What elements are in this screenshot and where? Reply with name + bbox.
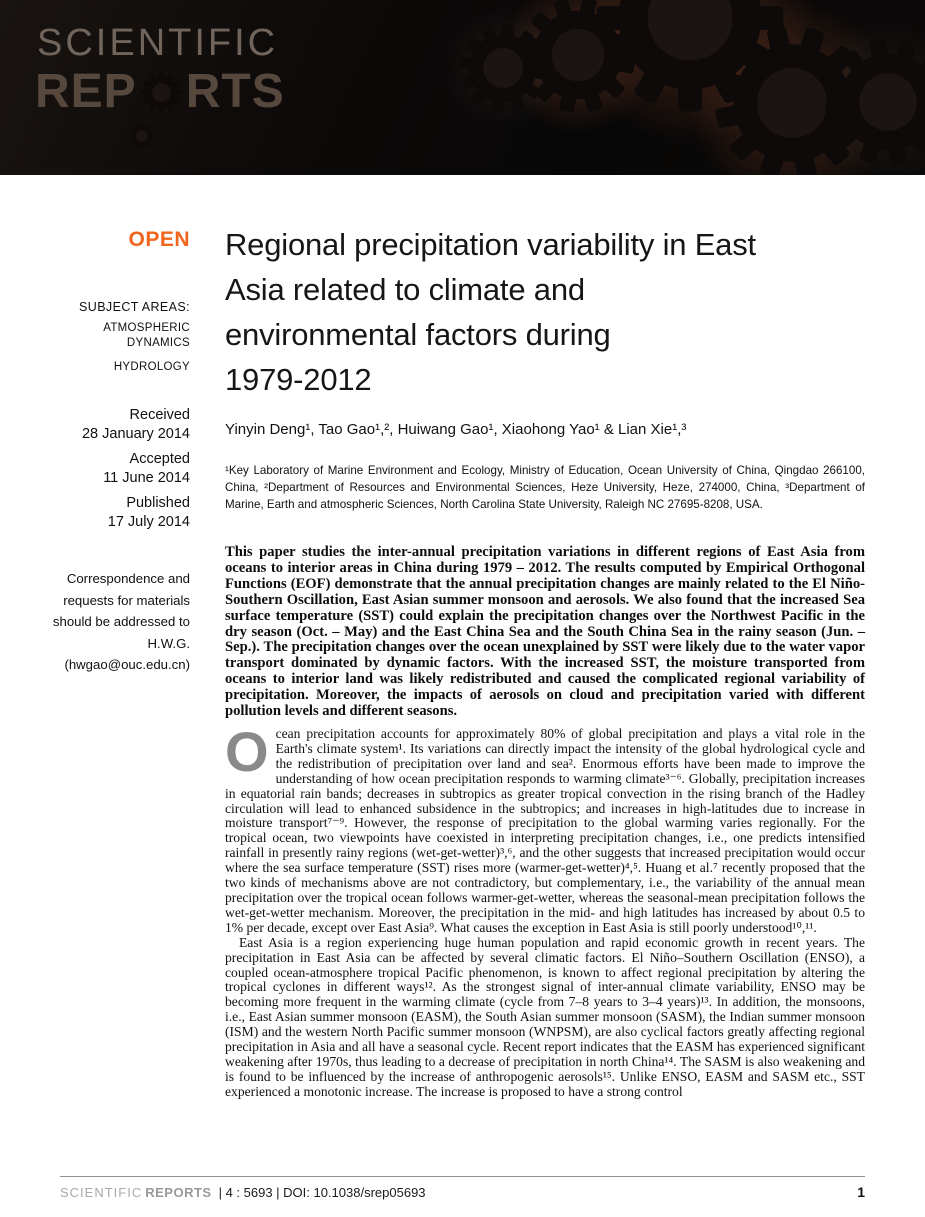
accepted-date: 11 June 2014 — [103, 470, 190, 486]
title-line: 1979-2012 — [225, 362, 372, 397]
page-footer — [60, 1184, 865, 1200]
published-label: Published — [126, 495, 190, 511]
title-line: environmental factors during — [225, 317, 611, 352]
accepted-date-block — [48, 450, 190, 488]
author-list: Yinyin Deng¹, Tao Gao¹,², Huiwang Gao¹, Xiaohong Yao¹ & Lian Xie¹,³ — [225, 421, 687, 438]
logo-reports-post: RTS — [185, 65, 285, 118]
title-line: Regional precipitation variability in East — [225, 227, 756, 262]
received-date-block — [48, 406, 190, 444]
footer-doi: | 4 : 5693 | DOI: 10.1038/srep05693 — [218, 1185, 426, 1200]
page-number: 1 — [857, 1184, 865, 1200]
correspondence-note: Correspondence and requests for materials should be addressed to H.W.G. (hwgao@ouc.edu.cn) — [52, 571, 190, 672]
published-date: 17 July 2014 — [107, 514, 190, 530]
footer-divider — [60, 1176, 865, 1177]
article-info-sidebar — [48, 0, 190, 1217]
received-label: Received — [129, 407, 190, 423]
footer-journal-scientific: SCIENTIFIC — [60, 1185, 143, 1200]
subject-area-hydrology[interactable]: HYDROLOGY — [113, 361, 190, 373]
title-line: Asia related to climate and — [225, 272, 585, 307]
body-paragraph-1 — [225, 720, 865, 936]
body-paragraph-1-text: cean precipitation accounts for approximately 80% of global precipitation and plays a vital role in the Earth's climate system¹. Its variations can directly impact the intensity of the global hydrological cycle and the redistribution of precipitation over land and sea². Enormous efforts have been made to improve the understanding of how ocean precipitation responds to warming climate³⁻⁶. Globally, precipitation increases in equatorial rain bands; decreases in subtropics as greater tropical convection in the rising branch of the Hadley circulation will lead to enhanced subsidence in the subtropics; and increases in high-latitudes due to increase in moisture transport⁷⁻⁹. However, the response of precipitation to the global warming varies regionally. For the tropical ocean, two viewpoints have coexisted in interpreting precipitation changes, i.e., one predicts intensified rainfall in presently rainy regions (wet-get-wetter)³,⁶, and the other suggests that increased precipitation would occur where the sea surface temperature (SST) rises more (warmer-get-wetter)⁴,⁵. Huang et al.⁷ recently proposed that the two kinds of mechanisms above are not contradictory, but complementary, i.e., the variability of the annual mean precipitation over the tropical ocean follows warmer-get-wetter, whereas the seasonal-mean precipitation follows the wet-get-wetter mechanism. Moreover, the precipitation in the mid- and high latitudes has increased by about 0.5 to 1% per decade, except over East Asia⁹. What causes the exception in East Asia is still poorly understood¹⁰,¹¹. — [225, 726, 865, 935]
footer-journal-reports: REPORTS — [145, 1185, 212, 1200]
received-date: 28 January 2014 — [81, 426, 190, 442]
subject-area-atmospheric-dynamics[interactable]: ATMOSPHERIC DYNAMICS — [103, 322, 190, 349]
published-date-block — [48, 494, 190, 532]
subject-areas-label: SUBJECT AREAS: — [79, 300, 190, 314]
article-title — [225, 222, 865, 402]
accepted-label: Accepted — [129, 451, 190, 467]
body-paragraph-2: East Asia is a region experiencing huge human population and rapid economic growth in recent years. The precipitation in East Asia can be affected by several climatic factors. El Niño–Southern Oscillation (ENSO), a coupled ocean-atmosphere tropical Pacific phenomenon, is known to affect regional precipitation by altering the tropical cyclones in different ways¹². As the strongest signal of inter-annual climate variability, ENSO may be becoming more frequent in the warming climate (cycle from 7–8 years to 3–4 years)¹³. In addition, the monsoons, i.e., East Asian summer monsoon (EASM), the South Asian summer monsoon (SASM), the Indian summer monsoon (ISM) and the western North Pacific summer monsoon (WNPSM), are also cyclical factors greatly affecting regional precipitation in Asia and all have a seasonal cycle. Recent report indicates that the EASM has experienced significant weakening after 1970s, thus leading to a decrease of precipitation in north China¹⁴. The SASM is also weakening and is found to be influenced by the increase of anthropogenic aerosols¹⁵. Unlike ENSO, EASM and SASM etc., SST experienced a monotonic increase. The increase is proposed to have a strong control — [225, 934, 865, 1099]
open-access-badge: OPEN — [128, 228, 190, 251]
abstract: This paper studies the inter-annual precipitation variations in different regions of East Asia from oceans to interior areas in China during 1979 – 2012. The results computed by Empirical Orthogonal Functions (EOF) demonstrate that the annual precipitation changes are mainly related to the El Niño-Southern Oscillation, East Asian summer monsoon and aerosols. We also found that the increased Sea surface temperature (SST) could explain the precipitation changes over the Northwest Pacific in the dry season (Oct. – May) and the East China Sea and the South China Sea in the rainy season (Jun. – Sep.). The precipitation changes over the ocean unexplained by SST were likely due to the water vapor transport dominated by dynamic factors. With the increased SST, the moisture transported from oceans to interior land was likely redistributed and caused the complicated regional variability of precipitation. Moreover, the impacts of aerosols on cloud and precipitation varied with different pollution levels and different seasons. — [225, 544, 865, 720]
drop-cap: O — [225, 720, 269, 783]
article-body — [225, 720, 865, 1100]
journal-logo-scientific: SCIENTIFIC — [37, 22, 279, 64]
affiliations: ¹Key Laboratory of Marine Environment and Ecology, Ministry of Education, Ocean University of China, Qingdao 266100, China, ²Department of Resources and Environmental Sciences, Heze University, Heze, 274000, China, ³Department of Marine, Earth and atmospheric Sciences, North Carolina State University, Raleigh NC 27695-8208, USA. — [225, 464, 865, 511]
logo-reports-pre: REP — [35, 65, 137, 118]
footer-citation — [60, 1185, 426, 1200]
